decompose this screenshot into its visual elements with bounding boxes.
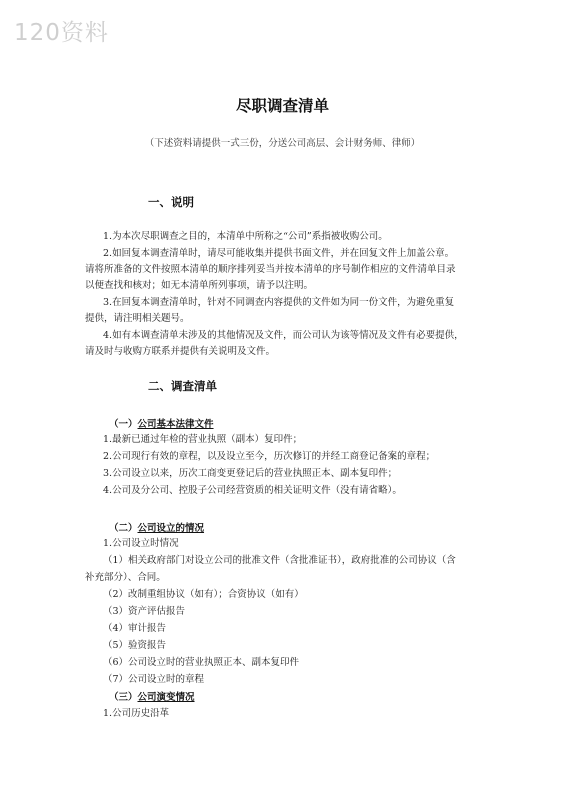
list-item: （7）公司设立时的章程 [103,674,205,685]
watermark-logo: 120资料 [14,20,109,46]
section-heading-checklist: 二、调查清单 [148,379,217,393]
subsection-label: 公司演变情况 [137,692,195,703]
instruction-paragraph-2-line-2: 请将所准备的文件按照本清单的顺序排列妥当并按本清单的序号制作相应的文件清单目录 [85,264,456,275]
list-item: （3）资产评估报告 [103,606,186,617]
document-subtitle: （下述资料请提供一式三份，分送公司高层、会计财务师、律师） [144,138,421,149]
list-item-continuation: 补充部分）、合同。 [85,572,166,583]
instruction-paragraph-1: 1.为本次尽职调查之目的，本清单中所称之“公司”系指被收购公司。 [103,231,388,242]
subsection-company-establishment [109,520,204,534]
list-item: 1.最新已通过年检的营业执照（副本）复印件； [103,434,303,445]
list-item: 3.公司设立以来，历次工商变更登记后的营业执照正本、副本复印件； [103,468,398,479]
list-item: 2.公司现行有效的章程，以及设立至今，历次修订的并经工商登记备案的章程； [103,451,436,462]
list-item: 1.公司设立时情况 [103,538,179,549]
subsection-basic-legal-docs [109,416,214,430]
list-item: （5）验资报告 [103,640,167,651]
instruction-paragraph-3-line-1: 3.在回复本调查清单时，针对不同调查内容提供的文件如为同一份文件，为避免重复 [103,297,455,308]
document-title: 尽职调查清单 [235,97,329,115]
subsection-number: （二） [109,523,138,534]
list-item: （4）审计报告 [103,623,167,634]
subsection-number: （三） [109,692,138,703]
subsection-label: 公司设立的情况 [137,523,205,534]
list-item: （1）相关政府部门对设立公司的批准文件（含批准证书），政府批准的公司协议（含 [103,555,456,566]
instruction-paragraph-2-line-3: 以便查找和核对；如无本清单所列事项，请予以注明。 [85,280,314,291]
subsection-number: （一） [109,419,138,430]
list-item: （2）改制重组协议（如有）；合资协议（如有） [103,589,304,600]
instruction-paragraph-3-line-2: 提供，请注明相关题号。 [85,313,190,324]
list-item: 1.公司历史沿革 [103,708,170,719]
list-item: （6）公司设立时的营业执照正本、副本复印件 [103,657,300,668]
subsection-label: 公司基本法律文件 [137,419,214,430]
list-item: 4.公司及分公司、控股子公司经营资质的相关证明文件（没有请省略）。 [103,485,402,496]
section-heading-instructions: 一、说明 [148,195,194,209]
instruction-paragraph-4-line-1: 4.如有本调查清单未涉及的其他情况及文件，而公司认为该等情况及文件有必要提供， [103,330,464,341]
subsection-company-evolution [109,689,195,703]
instruction-paragraph-4-line-2: 请及时与收购方联系并提供有关说明及文件。 [85,346,276,357]
instruction-paragraph-2-line-1: 2.如回复本调查清单时，请尽可能收集并提供书面文件，并在回复文件上加盖公章。 [103,248,455,259]
